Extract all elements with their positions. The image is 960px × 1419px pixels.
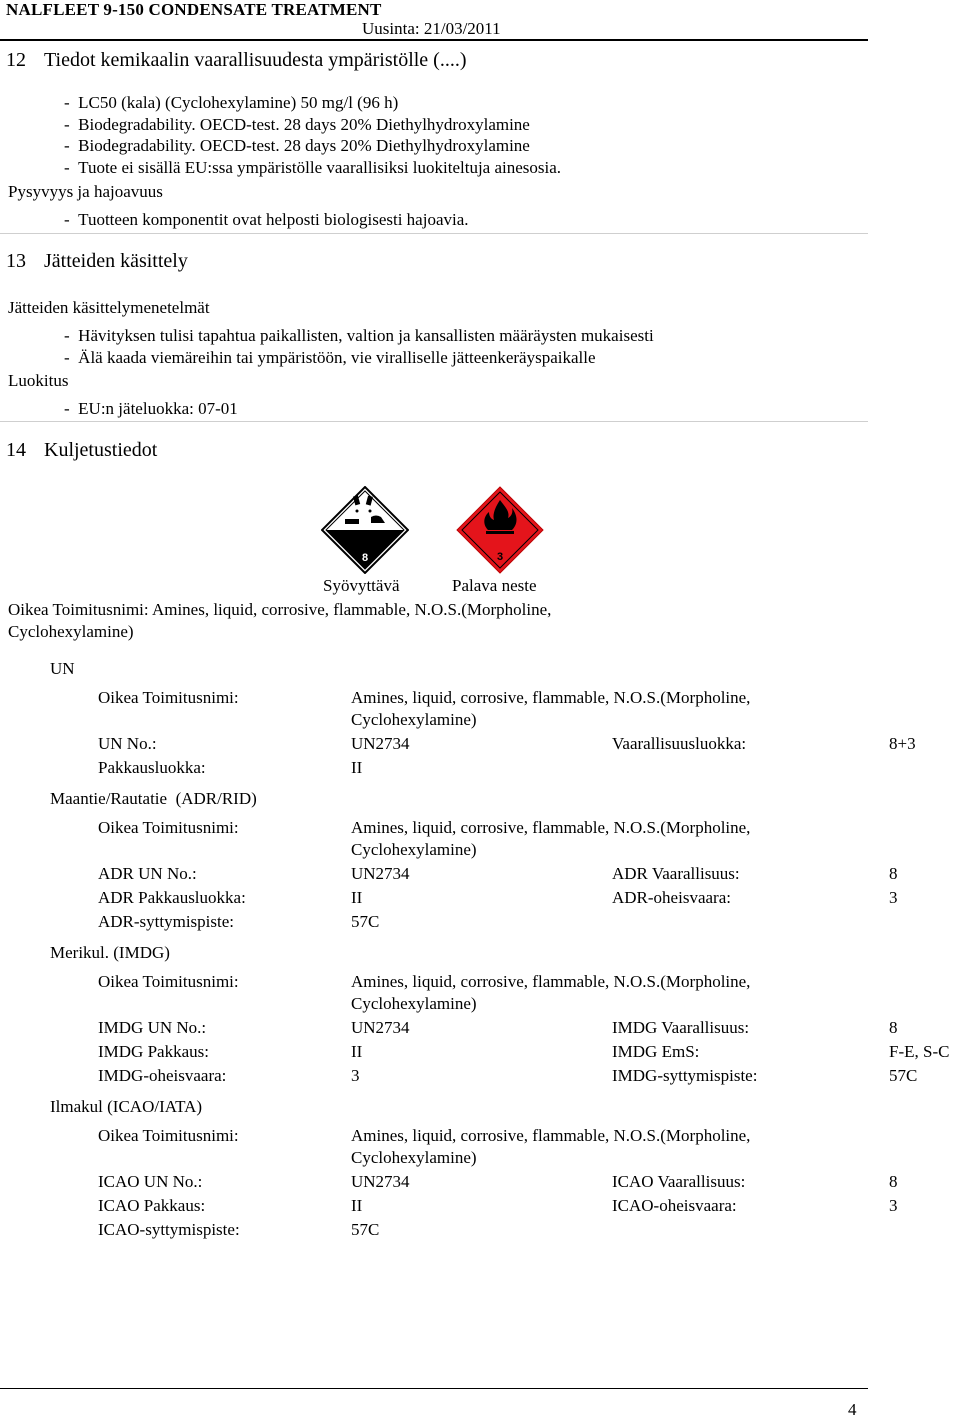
pictogram-class-number: 3: [496, 551, 504, 563]
field-value: Amines, liquid, corrosive, flammable, N.O.S.(Morpholine,: [351, 818, 751, 837]
field-value: II: [351, 1196, 363, 1215]
subheading-persistence: Pysyvyys ja hajoavuus: [8, 182, 163, 201]
field-label: Oikea Toimitusnimi:: [98, 1126, 239, 1145]
list-item: - Biodegradability. OECD-test. 28 days 20% Diethylhydroxylamine: [64, 136, 530, 155]
field-value: Cyclohexylamine): [351, 840, 477, 859]
list-item: - Hävityksen tulisi tapahtua paikallisten, valtion ja kansallisten määräysten mukaisesti: [64, 326, 654, 345]
list-item-text: Biodegradability. OECD-test. 28 days 20% Diethylhydroxylamine: [78, 136, 530, 155]
field-value: 57C: [889, 1066, 918, 1085]
list-item: - LC50 (kala) (Cyclohexylamine) 50 mg/l (96 h): [64, 93, 399, 112]
footer-rule: [0, 1388, 868, 1389]
field-label: Vaarallisuusluokka:: [612, 734, 747, 753]
section-14-heading: [6, 440, 157, 460]
field-value: 8+3: [889, 734, 916, 753]
subheading-classification: Luokitus: [8, 371, 69, 390]
corrosive-class8-icon: [321, 486, 409, 574]
shipping-name-line2: Cyclohexylamine): [8, 622, 134, 641]
field-label: IMDG Pakkaus:: [98, 1042, 209, 1061]
field-value: II: [351, 758, 363, 777]
transport-heading-adr: Maantie/Rautatie (ADR/RID): [50, 789, 257, 808]
list-item-text: Tuote ei sisällä EU:ssa ympäristölle vaarallisiksi luokiteltuja ainesosia.: [78, 158, 562, 177]
field-label: UN No.:: [98, 734, 157, 753]
field-label: ICAO-syttymispiste:: [98, 1220, 240, 1239]
field-label: ADR Vaarallisuus:: [612, 864, 740, 883]
field-value: 8: [889, 864, 898, 883]
field-value: 8: [889, 1018, 898, 1037]
list-item-text: Biodegradability. OECD-test. 28 days 20% Diethylhydroxylamine: [78, 115, 530, 134]
field-value: UN2734: [351, 1172, 410, 1191]
field-label: IMDG Vaarallisuus:: [612, 1018, 750, 1037]
field-value: UN2734: [351, 734, 410, 753]
section-number: 13: [6, 250, 26, 272]
field-value: Cyclohexylamine): [351, 710, 477, 729]
field-value: II: [351, 888, 363, 907]
section-12-heading: [6, 50, 467, 70]
transport-heading-icao: Ilmakul (ICAO/IATA): [50, 1097, 203, 1116]
section-title: Kuljetustiedot: [44, 439, 158, 461]
section-divider: [0, 421, 868, 422]
field-value: UN2734: [351, 1018, 410, 1037]
field-label: Oikea Toimitusnimi:: [98, 818, 239, 837]
section-number: 12: [6, 49, 26, 71]
document-title: NALFLEET 9-150 CONDENSATE TREATMENT: [6, 0, 382, 19]
field-value: II: [351, 1042, 363, 1061]
revision-date: Uusinta: 21/03/2011: [362, 19, 501, 38]
list-item: - Tuotteen komponentit ovat helposti biologisesti hajoavia.: [64, 210, 469, 229]
field-value: 3: [889, 888, 898, 907]
section-title: Tiedot kemikaalin vaarallisuudesta ympäristölle (....): [44, 49, 467, 71]
field-label: ADR UN No.:: [98, 864, 197, 883]
pictogram-label-flammable: Palava neste: [452, 576, 537, 595]
list-item-text: Hävityksen tulisi tapahtua paikallisten, valtion ja kansallisten määräysten mukaisesti: [78, 326, 654, 345]
field-label: ADR-syttymispiste:: [98, 912, 235, 931]
field-value: 57C: [351, 912, 380, 931]
field-label: ICAO Pakkaus:: [98, 1196, 206, 1215]
field-value: F-E, S-C: [889, 1042, 950, 1061]
field-label: ICAO UN No.:: [98, 1172, 203, 1191]
field-value: Amines, liquid, corrosive, flammable, N.O.S.(Morpholine,: [351, 972, 751, 991]
list-item-text: EU:n jäteluokka: 07-01: [78, 399, 238, 418]
list-item: - EU:n jäteluokka: 07-01: [64, 399, 238, 418]
field-value: 3: [889, 1196, 898, 1215]
list-item-text: Tuotteen komponentit ovat helposti biologisesti hajoavia.: [78, 210, 469, 229]
pictogram-label-corrosive: Syövyttävä: [323, 576, 400, 595]
field-label: Oikea Toimitusnimi:: [98, 688, 239, 707]
field-label: ADR Pakkausluokka:: [98, 888, 246, 907]
transport-heading-un: UN: [50, 659, 75, 678]
pictogram-class-number: 8: [361, 552, 369, 564]
transport-heading-imdg: Merikul. (IMDG): [50, 943, 170, 962]
field-label: Pakkausluokka:: [98, 758, 206, 777]
field-value: 8: [889, 1172, 898, 1191]
field-value: Amines, liquid, corrosive, flammable, N.O.S.(Morpholine,: [351, 1126, 751, 1145]
subheading-waste-methods: Jätteiden käsittelymenetelmät: [8, 298, 210, 317]
section-13-heading: [6, 251, 188, 271]
section-number: 14: [6, 439, 26, 461]
field-value: Cyclohexylamine): [351, 994, 477, 1013]
section-divider: [0, 233, 868, 234]
field-label: ICAO-oheisvaara:: [612, 1196, 737, 1215]
list-item: - Älä kaada viemäreihin tai ympäristöön, vie viralliselle jätteenkeräyspaikalle: [64, 348, 596, 367]
field-label: IMDG EmS:: [612, 1042, 700, 1061]
list-item: - Biodegradability. OECD-test. 28 days 20% Diethylhydroxylamine: [64, 115, 530, 134]
page-number: 4: [848, 1400, 857, 1419]
field-value: Amines, liquid, corrosive, flammable, N.O.S.(Morpholine,: [351, 688, 751, 707]
header-rule: [0, 39, 868, 41]
field-label: IMDG-syttymispiste:: [612, 1066, 758, 1085]
list-item-text: Älä kaada viemäreihin tai ympäristöön, vie viralliselle jätteenkeräyspaikalle: [78, 348, 596, 367]
field-value: Cyclohexylamine): [351, 1148, 477, 1167]
shipping-name-line1: Oikea Toimitusnimi: Amines, liquid, corrosive, flammable, N.O.S.(Morpholine,: [8, 600, 552, 619]
field-value: UN2734: [351, 864, 410, 883]
list-item-text: LC50 (kala) (Cyclohexylamine) 50 mg/l (96 h): [78, 93, 399, 112]
field-value: 57C: [351, 1220, 380, 1239]
section-title: Jätteiden käsittely: [44, 250, 188, 272]
field-label: IMDG UN No.:: [98, 1018, 207, 1037]
field-label: Oikea Toimitusnimi:: [98, 972, 239, 991]
field-label: ICAO Vaarallisuus:: [612, 1172, 746, 1191]
field-value: 3: [351, 1066, 360, 1085]
flammable-liquid-class3-icon: [456, 486, 544, 574]
list-item: - Tuote ei sisällä EU:ssa ympäristölle vaarallisiksi luokiteltuja ainesosia.: [64, 158, 562, 177]
field-label: ADR-oheisvaara:: [612, 888, 731, 907]
field-label: IMDG-oheisvaara:: [98, 1066, 227, 1085]
